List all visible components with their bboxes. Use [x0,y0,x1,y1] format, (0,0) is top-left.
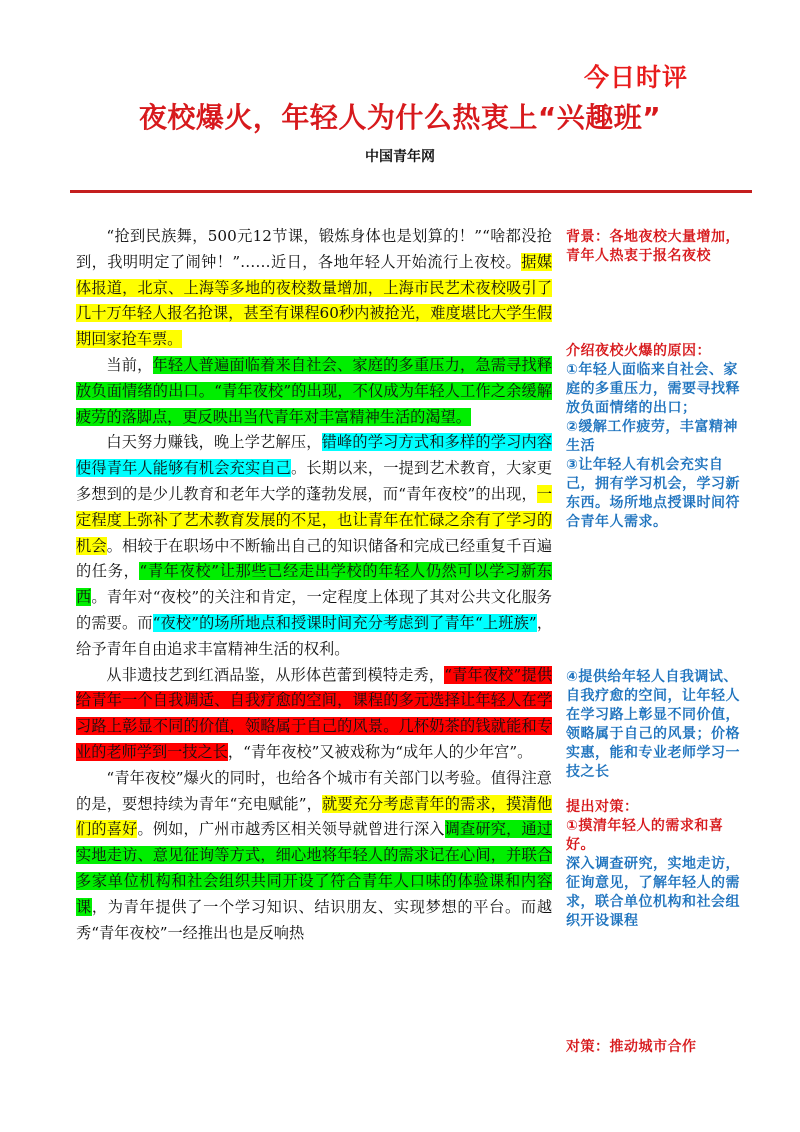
body-text: 。例如，广州市越秀区相关领导就曾进行深入 [137,820,445,839]
paragraph-4 [76,663,552,766]
article-body [76,224,552,946]
paragraph-5 [76,766,552,947]
paragraph-1 [76,224,552,353]
highlighted-text: 一定程度上弥补了艺术教育发展的不足，也让青年在忙碌之余有了学习的机会 [76,484,552,555]
highlighted-text: 年轻人普遍面临着来自社会、家庭的多重压力，急需寻找释放负面情绪的出口。“青年夜校”的出现，不仅成为年轻人工作之余缓解疲劳的落脚点，更反映出当代青年对丰富精神生活的渴望。 [76,355,553,426]
note-measure-2: 对策：推动城市合作 [566,1039,697,1055]
body-text: ，为青年提供了一个学习知识、结识朋友、实现梦想的平台。而越秀“青年夜校”一经推出也是反响热 [76,897,553,942]
body-text: “抢到民族舞，500元12节课，锻炼身体也是划算的！”“啥都没抢到，我明明定了闹钟！”……近日，各地年轻人开始流行上夜校。 [76,227,552,271]
body-text: “青年夜校”爆火的同时，也给各个城市有关部门以考验。值得注意的是，要想持续为青年“充电赋能”， [76,768,552,813]
highlighted-text: 错峰的学习方式和多样的学习内容使得青年人能够有机会充实自己 [76,433,553,478]
body-text: 。青年对“夜校”的关注和肯定，一定程度上体现了其对公共文化服务的需要。而 [76,588,552,632]
body-text: 。相较于在职场中不断输出自己的知识储备和完成已经重复千百遍的任务， [76,536,553,581]
body-text: ，“青年夜校”又被戏称为“成年人的少年宫”。 [227,742,533,761]
note-measures [566,798,748,931]
article-title: 夜校爆火，年轻人为什么热衷上“兴趣班” [138,101,662,134]
highlighted-text: 据媒体报道，北京、上海等多地的夜校数量增加，上海市民艺术夜校吸引了几十万年轻人报名抢课，甚至有课程60秒内被抢光，难度堪比大学生假期回家抢车票。 [76,252,553,349]
note-reason-3: ③让年轻人有机会充实自己，拥有学习机会，学习新东西。场所地点授课时间符合青年人需求。 [566,457,740,530]
body-text: 从非遗技艺到红酒品鉴，从形体芭蕾到模特走秀， [106,665,445,684]
note-reasons [566,342,748,532]
header-divider [70,190,752,193]
article-source: 中国青年网 [365,149,435,165]
note-measures-title: 提出对策： [566,799,639,815]
body-text: 白天努力赚钱，晚上学艺解压， [106,433,322,452]
note-reason-2: ②缓解工作疲劳，丰富精神生活 [566,419,738,454]
column-logo: 今日时评 [584,63,689,92]
paragraph-2 [76,353,552,430]
note-reason-1: ①年轻人面临来自社会、家庭的多重压力，需要寻找释放负面情绪的出口； [566,362,740,416]
highlighted-text: “青年夜校”提供给青年一个自我调适、自我疗愈的空间，课程的多元选择让年轻人在学习路上彰显不同的价值，领略属于自己的风景。几杯奶茶的钱就能和专业的老师学到一技之长 [76,665,553,761]
body-text: 。长期以来，一提到艺术教育，大家更多想到的是少儿教育和老年大学的蓬勃发展，而“青年夜校”的出现， [76,459,553,503]
highlighted-text: “青年夜校”让那些已经走出学校的年轻人仍然可以学习新东西 [76,562,552,607]
note-measure-1: ①摸清年轻人的需求和喜好。 [566,818,724,853]
note-background: 背景：各地夜校大量增加，青年人热衷于报名夜校 [566,229,740,264]
note-reason-4: ④提供给年轻人自我调试、自我疗愈的空间，让年轻人在学习路上彰显不同价值，领略属于自己的风景；价格实惠，能和专业老师学习一技之长 [566,669,740,780]
note-measure-1-detail: 深入调查研究，实地走访，征询意见，了解年轻人的需求，联合单位机构和社会组织开设课程 [566,856,740,929]
paragraph-3 [76,430,552,662]
note-reasons-title: 介绍夜校火爆的原因： [566,343,711,359]
body-text: ，给予青年自由追求丰富精神生活的权利。 [76,613,552,658]
highlighted-text: “夜校”的场所地点和授课时间充分考虑到了青年“上班族” [152,613,537,632]
body-text: 当前， [106,355,153,374]
highlighted-text: 调查研究，通过实地走访、意见征询等方式，细心地将年轻人的需求记在心间，并联合多家单位机构和社会组织共同开设了符合青年人口味的体验课和内容课 [76,820,553,916]
highlighted-text: 就要充分考虑青年的需求，摸清他们的喜好 [76,794,552,839]
